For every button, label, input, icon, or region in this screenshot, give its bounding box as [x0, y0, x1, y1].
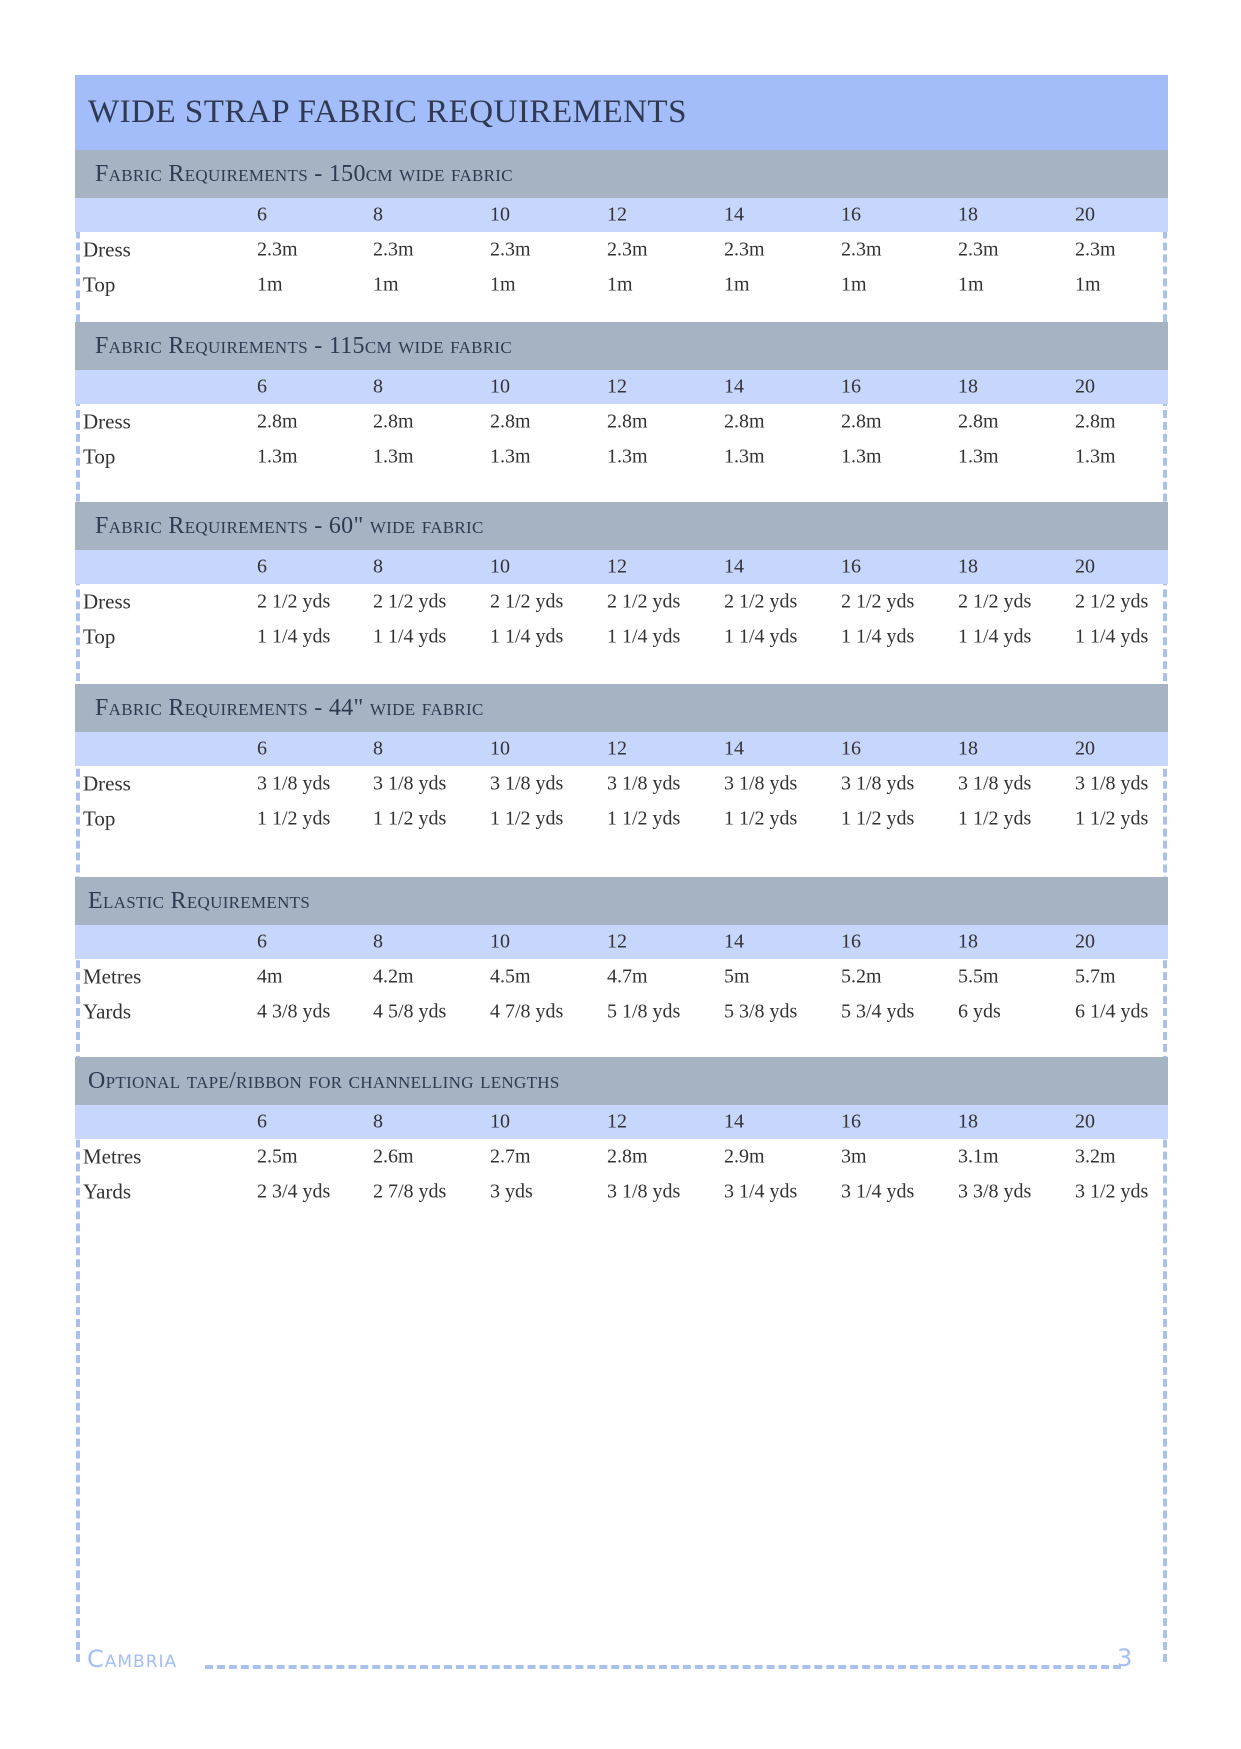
- table-cell: 1.3m: [958, 445, 999, 467]
- size-header-cell: 6: [257, 737, 267, 760]
- size-header-cell: 8: [373, 737, 383, 760]
- table-cell: 2.8m: [607, 410, 648, 432]
- row-label: Top: [83, 444, 116, 468]
- table-cell: 1 1/2 yds: [724, 807, 798, 829]
- size-header-cell: 10: [490, 737, 510, 760]
- size-header-cell: 8: [373, 555, 383, 578]
- size-header-cell: 12: [607, 930, 627, 953]
- size-header-cell: 12: [607, 203, 627, 226]
- table-cell: 6 1/4 yds: [1075, 1000, 1149, 1022]
- table-cell: 5.5m: [958, 965, 999, 987]
- section-heading: Fabric Requirements - 150cm wide fabric: [75, 150, 1168, 198]
- row-label: Top: [83, 272, 116, 296]
- table-cell: 1m: [257, 273, 283, 295]
- table-cell: 3 1/8 yds: [1075, 772, 1149, 794]
- size-header-cell: 12: [607, 1110, 627, 1133]
- size-header-cell: 16: [841, 555, 861, 578]
- table-cell: 5m: [724, 965, 750, 987]
- table-row: [75, 959, 1168, 994]
- table-cell: 6 yds: [958, 1000, 1001, 1022]
- size-header-cell: 20: [1075, 555, 1095, 578]
- page-title: [75, 75, 1168, 150]
- table-cell: 2.3m: [373, 238, 414, 260]
- table-cell: 2 1/2 yds: [841, 590, 915, 612]
- table-cell: 2 1/2 yds: [257, 590, 331, 612]
- size-header-cell: 6: [257, 1110, 267, 1133]
- table-cell: 1.3m: [490, 445, 531, 467]
- table-cell: 1 1/2 yds: [607, 807, 681, 829]
- size-header-cell: 20: [1075, 203, 1095, 226]
- section-heading: Fabric Requirements - 44" wide fabric: [75, 684, 1168, 732]
- table-cell: 1.3m: [257, 445, 298, 467]
- size-header-cell: 18: [958, 737, 978, 760]
- table-cell: 4 7/8 yds: [490, 1000, 564, 1022]
- table-row: [75, 439, 1168, 474]
- table-cell: 2.9m: [724, 1145, 765, 1167]
- size-header-cell: 20: [1075, 737, 1095, 760]
- table-cell: 2.3m: [841, 238, 882, 260]
- table-cell: 5 1/8 yds: [607, 1000, 681, 1022]
- table-cell: 3 1/8 yds: [257, 772, 331, 794]
- size-header-cell: 18: [958, 555, 978, 578]
- size-header-cell: 20: [1075, 375, 1095, 398]
- row-label: Yards: [83, 1179, 132, 1203]
- page-number: 3: [1117, 1644, 1133, 1672]
- table-cell: 1 1/2 yds: [490, 807, 564, 829]
- table-cell: 3 3/8 yds: [958, 1180, 1032, 1202]
- size-header-cell: 20: [1075, 930, 1095, 953]
- table-section: [75, 502, 1168, 654]
- table-cell: 3 1/8 yds: [607, 1180, 681, 1202]
- table-cell: 3 1/8 yds: [841, 772, 915, 794]
- size-header-cell: 8: [373, 375, 383, 398]
- table-cell: 1 1/4 yds: [841, 625, 915, 647]
- footer-divider: [205, 1665, 1121, 1669]
- table-cell: 2 1/2 yds: [490, 590, 564, 612]
- row-label: Dress: [83, 589, 131, 613]
- size-header-cell: 12: [607, 555, 627, 578]
- row-label: Metres: [83, 964, 142, 988]
- table-cell: 1m: [373, 273, 399, 295]
- size-header-row: [75, 1105, 1168, 1139]
- table-row: [75, 584, 1168, 619]
- size-header-cell: 12: [607, 375, 627, 398]
- table-cell: 1m: [490, 273, 516, 295]
- table-cell: 1m: [724, 273, 750, 295]
- size-header-cell: 10: [490, 555, 510, 578]
- page-title-text: WIDE STRAP FABRIC REQUIREMENTS: [88, 94, 687, 130]
- size-header-cell: 14: [724, 203, 744, 226]
- table-cell: 2 3/4 yds: [257, 1180, 331, 1202]
- size-header-cell: 18: [958, 203, 978, 226]
- footer-brand: Cambria: [87, 1645, 181, 1673]
- table-row: [75, 994, 1168, 1029]
- table-cell: 1 1/4 yds: [490, 625, 564, 647]
- table-section: [75, 150, 1168, 302]
- size-header-cell: 18: [958, 375, 978, 398]
- size-header-cell: 6: [257, 203, 267, 226]
- size-header-cell: 10: [490, 930, 510, 953]
- table-cell: 3.1m: [958, 1145, 999, 1167]
- size-header-cell: 10: [490, 203, 510, 226]
- table-cell: 3 1/8 yds: [490, 772, 564, 794]
- table-cell: 2 1/2 yds: [607, 590, 681, 612]
- size-header-cell: 16: [841, 203, 861, 226]
- table-cell: 5 3/8 yds: [724, 1000, 798, 1022]
- row-label: Dress: [83, 409, 131, 433]
- table-cell: 1 1/2 yds: [257, 807, 331, 829]
- table-cell: 2.8m: [958, 410, 999, 432]
- table-cell: 3 1/4 yds: [724, 1180, 798, 1202]
- table-cell: 2.3m: [257, 238, 298, 260]
- table-row: [75, 404, 1168, 439]
- table-cell: 2.8m: [257, 410, 298, 432]
- table-cell: 4.7m: [607, 965, 648, 987]
- table-cell: 1 1/4 yds: [373, 625, 447, 647]
- row-label: Metres: [83, 1144, 142, 1168]
- table-cell: 2 1/2 yds: [1075, 590, 1149, 612]
- table-cell: 2.8m: [490, 410, 531, 432]
- table-cell: 4.5m: [490, 965, 531, 987]
- table-cell: 1.3m: [724, 445, 765, 467]
- table-cell: 2.8m: [607, 1145, 648, 1167]
- size-header-cell: 8: [373, 1110, 383, 1133]
- table-cell: 3 1/4 yds: [841, 1180, 915, 1202]
- size-header-cell: 14: [724, 1110, 744, 1133]
- table-cell: 2.3m: [1075, 238, 1116, 260]
- size-header-cell: 12: [607, 737, 627, 760]
- table-cell: 4 5/8 yds: [373, 1000, 447, 1022]
- table-row: [75, 801, 1168, 836]
- table-cell: 1m: [1075, 273, 1101, 295]
- table-row: [75, 1174, 1168, 1209]
- table-cell: 2.5m: [257, 1145, 298, 1167]
- table-cell: 1 1/4 yds: [257, 625, 331, 647]
- table-cell: 2 1/2 yds: [373, 590, 447, 612]
- table-section: [75, 322, 1168, 474]
- table-cell: 1 1/4 yds: [724, 625, 798, 647]
- table-cell: 3 1/8 yds: [373, 772, 447, 794]
- size-header-row: [75, 925, 1168, 959]
- table-cell: 2.3m: [958, 238, 999, 260]
- table-section: [75, 1057, 1168, 1209]
- table-row: [75, 619, 1168, 654]
- table-section: [75, 684, 1168, 836]
- row-label: Dress: [83, 237, 131, 261]
- table-cell: 1 1/4 yds: [958, 625, 1032, 647]
- table-cell: 2.8m: [724, 410, 765, 432]
- size-header-cell: 14: [724, 375, 744, 398]
- table-cell: 3 1/8 yds: [724, 772, 798, 794]
- table-cell: 1m: [841, 273, 867, 295]
- size-header-cell: 14: [724, 555, 744, 578]
- table-row: [75, 232, 1168, 267]
- table-cell: 2.3m: [607, 238, 648, 260]
- table-cell: 1 1/2 yds: [841, 807, 915, 829]
- table-cell: 5.2m: [841, 965, 882, 987]
- size-header-cell: 16: [841, 930, 861, 953]
- size-header-cell: 14: [724, 930, 744, 953]
- size-header-cell: 16: [841, 1110, 861, 1133]
- size-header-cell: 10: [490, 375, 510, 398]
- table-cell: 3 1/2 yds: [1075, 1180, 1149, 1202]
- size-header-row: [75, 198, 1168, 232]
- table-cell: 2.3m: [490, 238, 531, 260]
- size-header-cell: 16: [841, 737, 861, 760]
- size-header-row: [75, 370, 1168, 404]
- table-cell: 2 1/2 yds: [724, 590, 798, 612]
- table-row: [75, 1139, 1168, 1174]
- page-frame: [76, 75, 1167, 1662]
- size-header-cell: 18: [958, 930, 978, 953]
- size-header-cell: 16: [841, 375, 861, 398]
- table-cell: 3 yds: [490, 1180, 533, 1202]
- table-cell: 2.8m: [373, 410, 414, 432]
- table-cell: 4 3/8 yds: [257, 1000, 331, 1022]
- table-cell: 4.2m: [373, 965, 414, 987]
- size-header-row: [75, 732, 1168, 766]
- size-header-cell: 20: [1075, 1110, 1095, 1133]
- table-cell: 1 1/4 yds: [607, 625, 681, 647]
- size-header-cell: 8: [373, 930, 383, 953]
- section-heading: Fabric Requirements - 115cm wide fabric: [75, 322, 1168, 370]
- size-header-cell: 18: [958, 1110, 978, 1133]
- row-label: Dress: [83, 771, 131, 795]
- table-row: [75, 766, 1168, 801]
- row-label: Top: [83, 624, 116, 648]
- section-heading: Elastic Requirements: [75, 877, 1168, 925]
- table-cell: 2 7/8 yds: [373, 1180, 447, 1202]
- table-cell: 4m: [257, 965, 283, 987]
- size-header-cell: 6: [257, 375, 267, 398]
- size-header-cell: 14: [724, 737, 744, 760]
- table-cell: 1 1/2 yds: [373, 807, 447, 829]
- table-cell: 5.7m: [1075, 965, 1116, 987]
- size-header-cell: 6: [257, 555, 267, 578]
- size-header-cell: 10: [490, 1110, 510, 1133]
- table-cell: 2.8m: [1075, 410, 1116, 432]
- table-cell: 3m: [841, 1145, 867, 1167]
- table-cell: 1 1/2 yds: [1075, 807, 1149, 829]
- table-cell: 2.6m: [373, 1145, 414, 1167]
- table-cell: 1.3m: [841, 445, 882, 467]
- table-cell: 1.3m: [373, 445, 414, 467]
- table-cell: 3.2m: [1075, 1145, 1116, 1167]
- size-header-row: [75, 550, 1168, 584]
- table-section: [75, 877, 1168, 1029]
- table-cell: 1.3m: [1075, 445, 1116, 467]
- row-label: Yards: [83, 999, 132, 1023]
- size-header-cell: 8: [373, 203, 383, 226]
- table-cell: 3 1/8 yds: [958, 772, 1032, 794]
- table-cell: 1.3m: [607, 445, 648, 467]
- table-cell: 2.3m: [724, 238, 765, 260]
- table-row: [75, 267, 1168, 302]
- row-label: Top: [83, 806, 116, 830]
- table-cell: 3 1/8 yds: [607, 772, 681, 794]
- section-heading: Optional tape/ribbon for channelling lengths: [75, 1057, 1168, 1105]
- table-cell: 2 1/2 yds: [958, 590, 1032, 612]
- table-cell: 1 1/2 yds: [958, 807, 1032, 829]
- table-cell: 1m: [607, 273, 633, 295]
- section-heading: Fabric Requirements - 60" wide fabric: [75, 502, 1168, 550]
- table-cell: 2.7m: [490, 1145, 531, 1167]
- table-cell: 1 1/4 yds: [1075, 625, 1149, 647]
- size-header-cell: 6: [257, 930, 267, 953]
- table-cell: 2.8m: [841, 410, 882, 432]
- table-cell: 1m: [958, 273, 984, 295]
- table-cell: 5 3/4 yds: [841, 1000, 915, 1022]
